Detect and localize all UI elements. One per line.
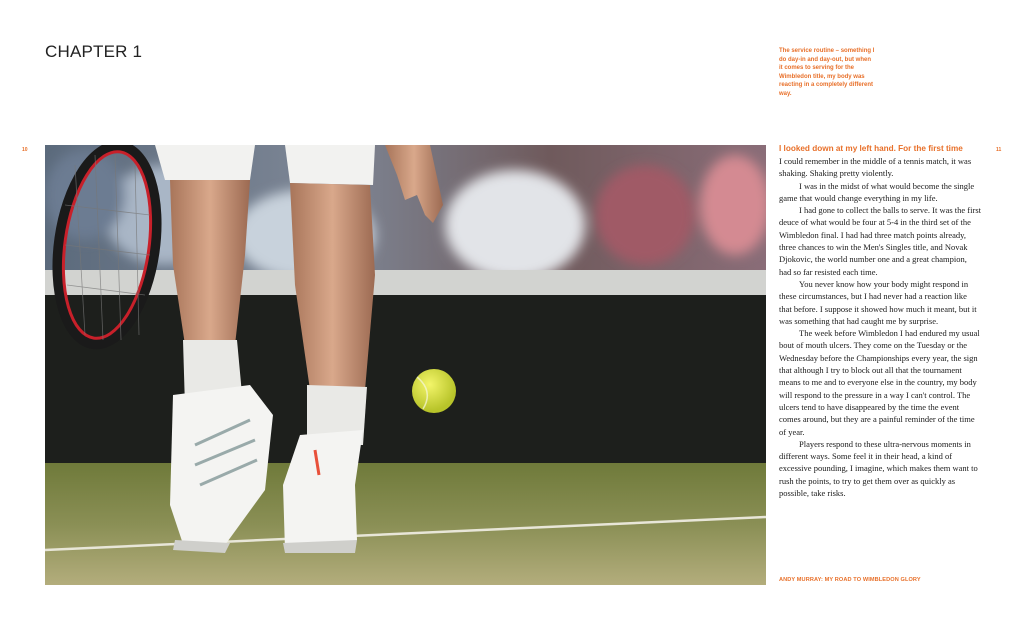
tennis-photo (45, 145, 766, 585)
page-number-right: 11 (996, 147, 1002, 153)
paragraph: Players respond to these ultra-nervous moments in different ways. Some feel it in their head, a kind of excessive pounding, I imagine, which makes them want to rush the points, to try to get them over as quickly as possible, take risks. (779, 438, 978, 499)
paragraph: I could remember in the middle of a tennis match, it was shaking. Shaking pretty violently. (779, 156, 972, 179)
text-column (779, 143, 981, 499)
paragraph: You never know how your body might respond in these circumstances, but I had never had a reaction like that before. I suppose it showed how much it meant, but it was something that had caught me by surprise. (779, 278, 977, 326)
running-footer: ANDY MURRAY: MY ROAD TO WIMBLEDON GLORY (779, 577, 921, 583)
page-number-left: 10 (22, 147, 28, 153)
paragraph: The week before Wimbledon I had endured my usual bout of mouth ulcers. They come on the Tuesday or the Wednesday before the Championships every year, the sign that although I try to block out all that the tournament means to me and to everyone else in the country, my body will respond to the pressure in a way I can't control. The ulcers tend to have disappeared by the time the event comes around, but they are a painful reminder of the time of year. (779, 328, 980, 437)
body-text (779, 155, 981, 499)
lead-sentence: I looked down at my left hand. For the first time (779, 144, 963, 153)
paragraph: I was in the midst of what would become the single game that would change everything in my life. (779, 180, 975, 203)
chapter-title: CHAPTER 1 (45, 42, 143, 61)
paragraph: I had gone to collect the balls to serve. It was the first deuce of what would be four at 5-4 in the third set of the Wimbledon final. I had had three match points already, three chances to win the Men's Singles title, and Novak Djokovic, the world number one and a great champion, had so far resisted each time. (779, 205, 981, 277)
pull-quote: The service routine – something I do day-in and day-out, but when it comes to serving for the Wimbledon title, my body was reacting in a completely different way. (779, 48, 875, 97)
